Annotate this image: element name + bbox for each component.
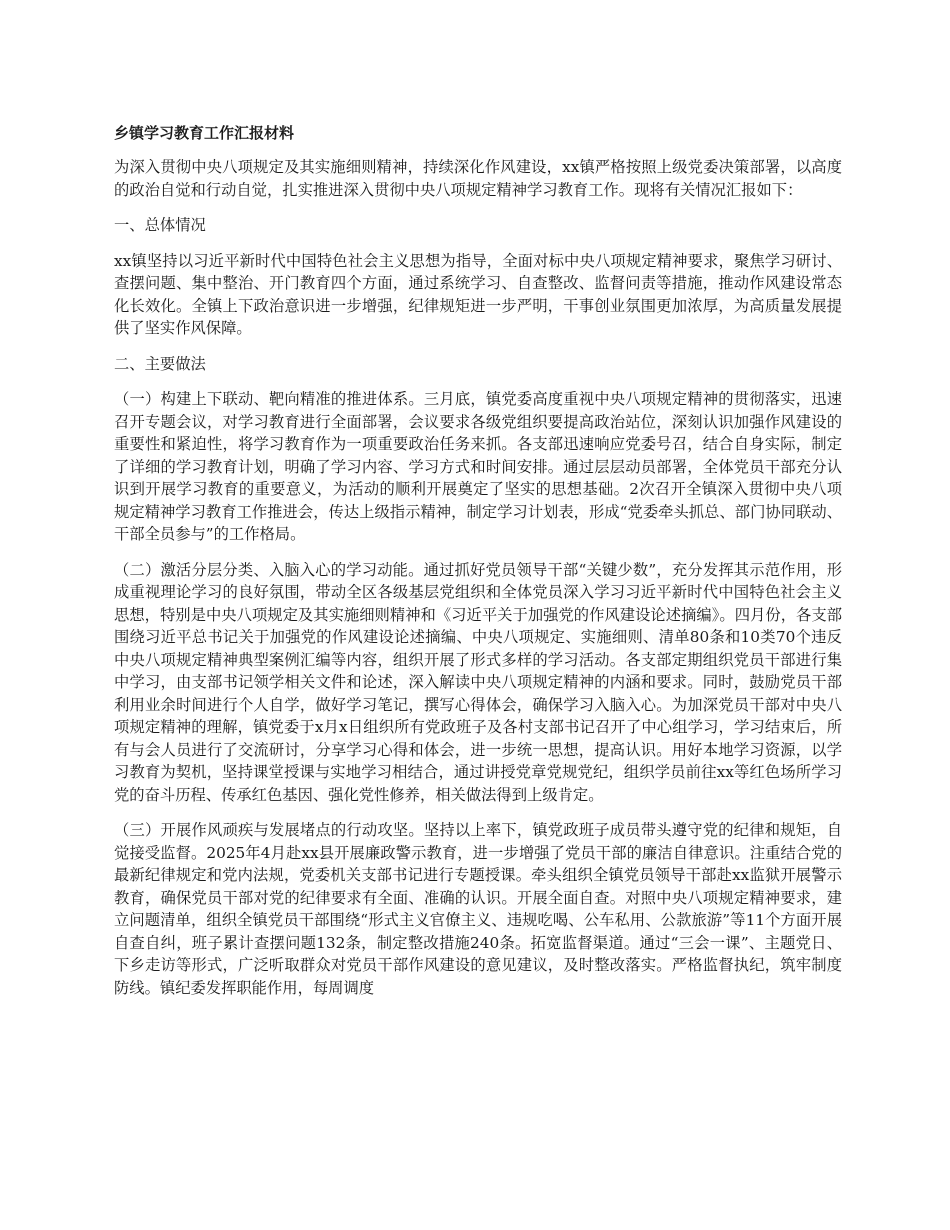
intro-paragraph: 为深入贯彻中央八项规定及其实施细则精神，持续深化作风建设，xx镇严格按照上级党委决策部署，以高度的政治自觉和行动自觉，扎实推进深入贯彻中央八项规定精神学习教育工作。现将有关情况汇报如下：: [114, 158, 842, 199]
measure-paragraph-1: （一）构建上下联动、靶向精准的推进体系。三月底，镇党委高度重视中央八项规定精神的贯彻落实，迅速召开专题会议，对学习教育进行全面部署，会议要求各级党组织要提高政治站位，深刻认识加强作风建设的重要性和紧迫性，将学习教育作为一项重要政治任务来抓。各支部迅速响应党委号召，结合自身实际，制定了详细的学习教育计划，明确了学习内容、学习方式和时间安排。通过层层动员部署，全体党员干部充分认识到开展学习教育的重要意义，为活动的顺利开展奠定了坚实的思想基础。2次召开全镇深入贯彻中央八项规定精神学习教育工作推进会，传达上级指示精神，制定学习计划表，形成“党委牵头抓总、部门协同联动、干部全员参与”的工作格局。: [114, 390, 842, 543]
overview-paragraph: xx镇坚持以习近平新时代中国特色社会主义思想为指导，全面对标中央八项规定精神要求，聚焦学习研讨、查摆问题、集中整治、开门教育四个方面，通过系统学习、自查整改、监督问责等措施，推动作风建设常态化长效化。全镇上下政治意识进一步增强，纪律规矩进一步严明，干事创业氛围更加浓厚，为高质量发展提供了坚实作风保障。: [114, 251, 842, 337]
section-heading-measures: 二、主要做法: [114, 354, 206, 373]
section-heading-overview: 一、总体情况: [114, 216, 206, 234]
measure-paragraph-3: （三）开展作风顽疾与发展堵点的行动攻坚。坚持以上率下，镇党政班子成员带头遵守党的纪律和规矩，自觉接受监督。2025年4月赴xx县开展廉政警示教育，进一步增强了党员干部的廉洁自律意识。注重结合党的最新纪律规定和党内法规，党委机关支部书记进行专题授课。牵头组织全镇党员领导干部赴xx监狱开展警示教育，确保党员干部对党的纪律要求有全面、准确的认识。开展全面自查。对照中央八项规定精神要求，建立问题清单，组织全镇党员干部围绕“形式主义官僚主义、违规吃喝、公车私用、公款旅游”等11个方面开展自查自纠，班子累计查摆问题132条，制定整改措施240条。拓宽监督渠道。通过“三会一课”、主题党日、下乡走访等形式，广泛听取群众对党员干部作风建设的意见建议，及时整改落实。严格监督执纪，筑牢制度防线。镇纪委发挥职能作用，每周调度: [114, 821, 842, 997]
document-page: [114, 122, 842, 1012]
document-title: 乡镇学习教育工作汇报材料: [114, 124, 295, 142]
measure-paragraph-2: （二）激活分层分类、入脑入心的学习动能。通过抓好党员领导干部“关键少数”，充分发挥其示范作用，形成重视理论学习的良好氛围，带动全区各级基层党组织和全体党员深入学习习近平新时代中国特色社会主义思想，特别是中央八项规定及其实施细则精神和《习近平关于加强党的作风建设论述摘编》。四月份，各支部围绕习近平总书记关于加强党的作风建设论述摘编、中央八项规定、实施细则、清单80条和10类70个违反中央八项规定精神典型案例汇编等内容，组织开展了形式多样的学习活动。各支部定期组织党员干部进行集中学习，由支部书记领学相关文件和论述，深入解读中央八项规定精神的内涵和要求。同时，鼓励党员干部利用业余时间进行个人自学，做好学习笔记，撰写心得体会，确保学习入脑入心。为加深党员干部对中央八项规定精神的理解，镇党委于x月x日组织所有党政班子及各村支部书记召开了中心组学习，学习结束后，所有与会人员进行了交流研讨，分享学习心得和体会，进一步统一思想，提高认识。用好本地学习资源，以学习教育为契机，坚持课堂授课与实地学习相结合，通过讲授党章党规党纪，组织学员前往xx等红色场所学习党的奋斗历程、传承红色基因、强化党性修养，相关做法得到上级肯定。: [114, 560, 842, 804]
